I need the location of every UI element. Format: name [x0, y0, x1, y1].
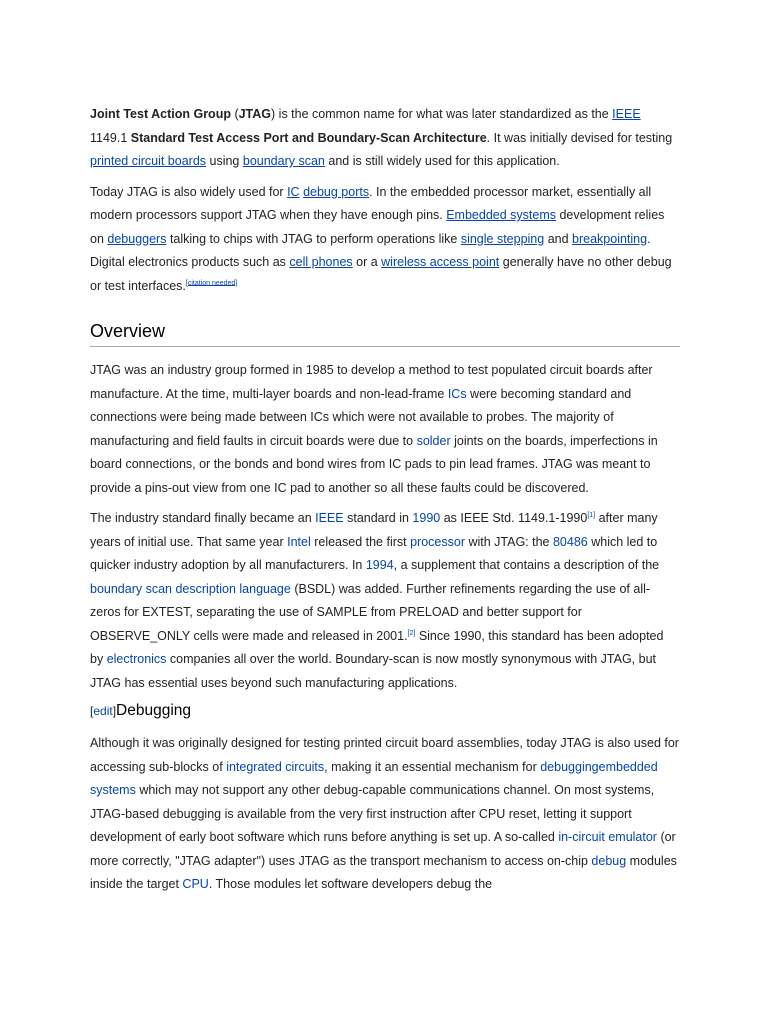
reference-2[interactable]: [2]	[407, 629, 416, 637]
link-breakpointing[interactable]: breakpointing	[572, 231, 648, 246]
link-ics[interactable]: ICs	[447, 386, 467, 401]
link-ic[interactable]: IC	[287, 184, 300, 199]
term-jtag-full: Joint Test Action Group	[90, 107, 231, 121]
link-boundary-scan[interactable]: boundary scan	[242, 154, 325, 168]
heading-debugging-row	[90, 697, 680, 725]
link-1994[interactable]: 1994	[365, 558, 394, 572]
link-debug-ports[interactable]: debug ports	[303, 184, 370, 199]
reference-1[interactable]: [1]	[587, 511, 596, 519]
overview-paragraph-2: The industry standard finally became an IEEE standard in 1990 as IEEE Std. 1149.1-1990[1] after many years of initial use. That same year Intel released the first processor with JTAG: the 80486 which led to quicker industry adoption by all manufacturers. In 1994, a supplement that contains a description of the boundary scan description language (BSDL) was added. Further refinements regarding the use of all-zeros for EXTEST, separating the use of SAMPLE from PRELOAD and better support for OBSERVE_ONLY cells were made and released in 2001.[2] Since 1990, this standard has been adopted by electronics companies all over the world. Boundary-scan is now mostly synonymous with JTAG, but JTAG has essential uses beyond such manufacturing applications.	[90, 511, 664, 690]
link-wireless-access-point[interactable]: wireless access point	[381, 255, 500, 269]
link-bsdl[interactable]: boundary scan description language	[90, 581, 291, 596]
article-body	[90, 103, 680, 897]
link-printed-circuit-boards[interactable]: printed circuit boards	[90, 154, 207, 168]
edit-link[interactable]: edit	[93, 704, 113, 718]
debugging-paragraph-1: Although it was originally designed for testing printed circuit board assemblies, today JTAG is also used for accessing sub-blocks of integrated circuits, making it an essential mechanism for debuggingembedded systems which may not support any other debug-capable communications channel. On most systems, JTAG-based debugging is available from the very first instruction after CPU reset, letting it support development of early boot software which runs before anything is set up. A so-called in-circuit emulator (or more correctly, "JTAG adapter") uses JTAG as the transport mechanism to access on-chip debug modules inside the target CPU. Those modules let software developers debug the	[90, 736, 679, 891]
link-1990[interactable]: 1990	[412, 511, 441, 525]
overview-paragraph-1: JTAG was an industry group formed in 1985 to develop a method to test populated circuit boards after manufacture. At the time, multi-layer boards and non-lead-frame ICs were becoming standard and connections were being made between ICs which were not available to probes. The majority of manufacturing and field faults in circuit boards were due to solder joints on the boards, imperfections in board connections, or the bonds and bond wires from IC pads to pin lead frames. JTAG was meant to provide a pins-out view from one IC pad to another so all these faults could be discovered.	[90, 363, 658, 495]
term-standard: Standard Test Access Port and Boundary-Scan Architecture	[130, 130, 487, 145]
intro-paragraph-1: Joint Test Action Group (JTAG) is the common name for what was later standardized as the IEEE 1149.1 Standard Test Access Port and Boundary-Scan Architecture. It was initially devised for testing printed circuit boards using boundary scan and is still widely used for this application.	[90, 107, 673, 168]
link-electronics[interactable]: electronics	[106, 652, 167, 666]
citation-needed[interactable]: [citation needed]	[185, 279, 238, 287]
link-embedded-systems[interactable]: Embedded systems	[446, 208, 556, 222]
link-80486[interactable]: 80486	[552, 534, 588, 549]
link-in-circuit-emulator[interactable]: in-circuit emulator	[558, 830, 657, 844]
link-ieee-2[interactable]: IEEE	[315, 511, 344, 525]
term-jtag: JTAG	[238, 107, 272, 121]
edit-section: [edit]	[90, 704, 117, 718]
link-intel[interactable]: Intel	[287, 534, 311, 549]
link-single-stepping[interactable]: single stepping	[460, 231, 545, 246]
link-integrated-circuits[interactable]: integrated circuits	[226, 759, 325, 774]
link-ieee[interactable]: IEEE	[612, 107, 641, 121]
link-solder[interactable]: solder	[416, 433, 451, 448]
link-processor[interactable]: processor	[410, 534, 465, 549]
link-debuggers[interactable]: debuggers	[107, 231, 167, 246]
heading-overview: Overview	[90, 321, 680, 347]
link-cell-phones[interactable]: cell phones	[289, 255, 353, 269]
intro-paragraph-2: Today JTAG is also widely used for IC debug ports. In the embedded processor market, essentially all modern processors support JTAG when they have enough pins. Embedded systems development relies on debuggers talking to chips with JTAG to perform operations like single stepping and breakpointing. Digital electronics products such as cell phones or a wireless access point generally have no other debug or test interfaces.[citation needed]	[90, 184, 672, 293]
link-debugging-embedded-systems[interactable]: debuggingembedded systems	[90, 759, 658, 797]
link-debug[interactable]: debug	[591, 853, 627, 868]
heading-debugging: Debugging	[116, 702, 192, 719]
link-cpu[interactable]: CPU	[182, 877, 209, 891]
